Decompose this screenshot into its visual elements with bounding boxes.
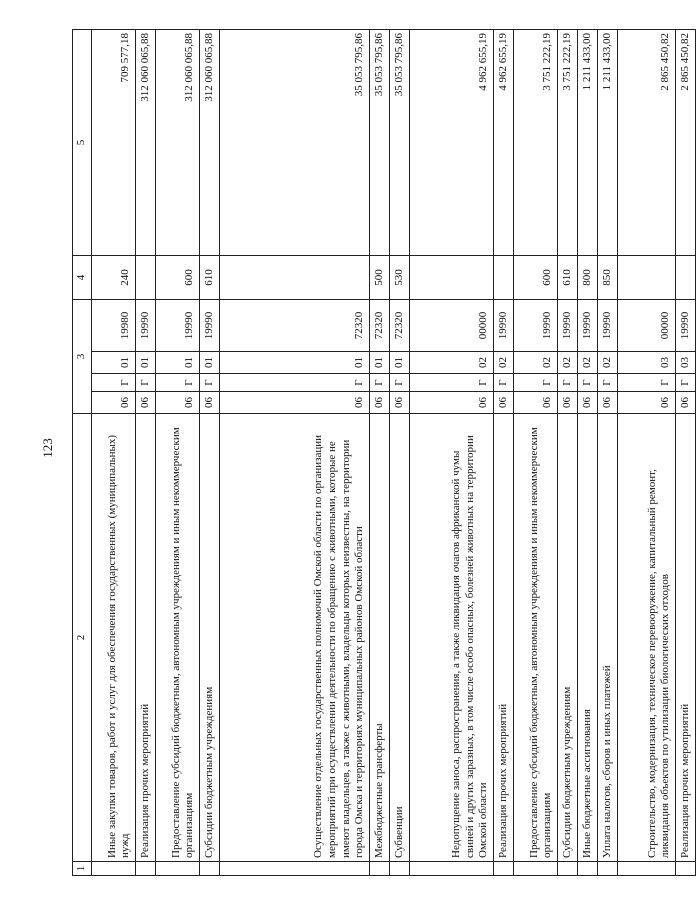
row-name: Реализация прочих мероприятий [676, 414, 696, 862]
code-program: 06 [136, 392, 156, 414]
expense-type-code: 610 [558, 256, 578, 300]
table-row [220, 30, 370, 876]
code-subprogram: Г [220, 374, 370, 392]
expense-type-code: 600 [156, 256, 200, 300]
row-name: Субвенции [390, 414, 410, 862]
code-direction: 19990 [200, 300, 220, 352]
code-subprogram: Г [494, 374, 514, 392]
code-event: 01 [92, 352, 136, 374]
row-empty-cell [156, 862, 200, 876]
code-subprogram: Г [598, 374, 618, 392]
row-name: Субсидии бюджетным учреждениям [558, 414, 578, 862]
row-name: Строительство, модернизация, техническое перевооружение, капитальный ремонт, ликвидация объектов по утилизации биологических отходов [618, 414, 676, 862]
header-row [73, 30, 92, 876]
code-subprogram: Г [200, 374, 220, 392]
row-empty-cell [370, 862, 390, 876]
code-subprogram: Г [390, 374, 410, 392]
table-body [92, 30, 696, 876]
row-name: Реализация прочих мероприятий [494, 414, 514, 862]
code-subprogram: Г [514, 374, 558, 392]
row-name: Предоставление субсидий бюджетным, автономным учреждениям и иным некоммерческим организациям [156, 414, 200, 862]
code-subprogram: Г [136, 374, 156, 392]
row-empty-cell [200, 862, 220, 876]
code-event: 01 [136, 352, 156, 374]
row-name: Предоставление субсидий бюджетным, автономным учреждениям и иным некоммерческим организациям [514, 414, 558, 862]
code-program: 06 [618, 392, 676, 414]
row-amount: 709 577,18 [92, 30, 136, 256]
code-subprogram: Г [370, 374, 390, 392]
expense-type-code [494, 256, 514, 300]
expense-type-code: 610 [200, 256, 220, 300]
table-row [410, 30, 494, 876]
code-program: 06 [156, 392, 200, 414]
table-row [578, 30, 598, 876]
code-direction: 00000 [410, 300, 494, 352]
code-program: 06 [598, 392, 618, 414]
row-amount: 2 865 450,82 [676, 30, 696, 256]
header-col-1: 1 [73, 862, 92, 876]
expense-type-code [618, 256, 676, 300]
code-event: 02 [514, 352, 558, 374]
table-row [156, 30, 200, 876]
code-direction: 19990 [136, 300, 156, 352]
code-program: 06 [390, 392, 410, 414]
table-row [676, 30, 696, 876]
code-direction: 19980 [92, 300, 136, 352]
row-amount: 35 053 795,86 [390, 30, 410, 256]
code-program: 06 [676, 392, 696, 414]
expense-type-code: 530 [390, 256, 410, 300]
row-amount: 4 962 655,19 [494, 30, 514, 256]
code-subprogram: Г [618, 374, 676, 392]
code-event: 03 [676, 352, 696, 374]
expense-type-code [410, 256, 494, 300]
code-direction: 19990 [578, 300, 598, 352]
code-program: 06 [410, 392, 494, 414]
code-event: 01 [370, 352, 390, 374]
table-row [598, 30, 618, 876]
code-direction: 19990 [514, 300, 558, 352]
code-subprogram: Г [410, 374, 494, 392]
code-subprogram: Г [92, 374, 136, 392]
code-event: 02 [558, 352, 578, 374]
code-program: 06 [578, 392, 598, 414]
code-subprogram: Г [676, 374, 696, 392]
code-event: 01 [156, 352, 200, 374]
code-event: 01 [220, 352, 370, 374]
row-empty-cell [390, 862, 410, 876]
row-empty-cell [578, 862, 598, 876]
budget-table [72, 29, 696, 876]
row-empty-cell [410, 862, 494, 876]
code-event: 02 [410, 352, 494, 374]
row-empty-cell [676, 862, 696, 876]
expense-type-code: 240 [92, 256, 136, 300]
header-col-3: 3 [73, 300, 92, 414]
row-empty-cell [598, 862, 618, 876]
table-row [618, 30, 676, 876]
table-row [558, 30, 578, 876]
code-event: 02 [598, 352, 618, 374]
expense-type-code [220, 256, 370, 300]
code-program: 06 [370, 392, 390, 414]
row-name: Уплата налогов, сборов и иных платежей [598, 414, 618, 862]
table-row [514, 30, 558, 876]
header-col-5: 5 [73, 30, 92, 256]
row-empty-cell [220, 862, 370, 876]
row-amount: 2 865 450,82 [618, 30, 676, 256]
row-name: Иные бюджетные ассигнования [578, 414, 598, 862]
row-amount: 312 060 065,88 [200, 30, 220, 256]
code-direction: 72320 [370, 300, 390, 352]
code-direction: 19990 [558, 300, 578, 352]
page-number: 123 [40, 438, 55, 458]
row-empty-cell [494, 862, 514, 876]
expense-type-code: 800 [578, 256, 598, 300]
code-program: 06 [200, 392, 220, 414]
code-direction: 19990 [676, 300, 696, 352]
code-direction: 72320 [220, 300, 370, 352]
code-event: 01 [390, 352, 410, 374]
code-program: 06 [92, 392, 136, 414]
row-empty-cell [136, 862, 156, 876]
code-direction: 19990 [598, 300, 618, 352]
row-name: Недопущение заноса, распространения, а также ликвидация очагов африканской чумы свиней и других заразных, в том числе особо опасных, болезней животных на территории Омской области [410, 414, 494, 862]
header-col-4: 4 [73, 256, 92, 300]
code-direction: 19990 [156, 300, 200, 352]
header-col-2: 2 [73, 414, 92, 862]
code-program: 06 [514, 392, 558, 414]
expense-type-code: 600 [514, 256, 558, 300]
row-amount: 312 060 065,88 [136, 30, 156, 256]
code-event: 02 [578, 352, 598, 374]
row-empty-cell [618, 862, 676, 876]
code-direction: 72320 [390, 300, 410, 352]
code-program: 06 [220, 392, 370, 414]
code-event: 03 [618, 352, 676, 374]
table-row [390, 30, 410, 876]
expense-type-code: 500 [370, 256, 390, 300]
row-amount: 312 060 065,88 [156, 30, 200, 256]
row-empty-cell [558, 862, 578, 876]
row-name: Субсидии бюджетным учреждениям [200, 414, 220, 862]
row-amount: 4 962 655,19 [410, 30, 494, 256]
code-subprogram: Г [156, 374, 200, 392]
row-amount: 35 053 795,86 [220, 30, 370, 256]
row-amount: 3 751 222,19 [558, 30, 578, 256]
table-row [136, 30, 156, 876]
code-event: 01 [200, 352, 220, 374]
row-name: Иные закупки товаров, работ и услуг для обеспечения государственных (муниципальных) нужд [92, 414, 136, 862]
row-amount: 1 211 433,00 [598, 30, 618, 256]
row-name: Осуществление отдельных государственных полномочий Омской области по организации мероприятий при осуществлении деятельности по обращению с животными, которые не имеют владельцев, а также с животными, владельцы которых неизвестны, на территории города Омска и территориях муниципальных районов Омской области [220, 414, 370, 862]
code-subprogram: Г [558, 374, 578, 392]
expense-type-code [676, 256, 696, 300]
row-name: Реализация прочих мероприятий [136, 414, 156, 862]
code-subprogram: Г [578, 374, 598, 392]
expense-type-code: 850 [598, 256, 618, 300]
row-amount: 3 751 222,19 [514, 30, 558, 256]
code-event: 02 [494, 352, 514, 374]
expense-type-code [136, 256, 156, 300]
row-amount: 35 053 795,86 [370, 30, 390, 256]
row-name: Межбюджетные трансферты [370, 414, 390, 862]
row-empty-cell [514, 862, 558, 876]
code-program: 06 [558, 392, 578, 414]
table-row [92, 30, 136, 876]
table-row [200, 30, 220, 876]
budget-table-sheet [72, 30, 692, 876]
code-program: 06 [494, 392, 514, 414]
code-direction: 19990 [494, 300, 514, 352]
code-direction: 00000 [618, 300, 676, 352]
row-amount: 1 211 433,00 [578, 30, 598, 256]
table-row [494, 30, 514, 876]
table-row [370, 30, 390, 876]
row-empty-cell [92, 862, 136, 876]
